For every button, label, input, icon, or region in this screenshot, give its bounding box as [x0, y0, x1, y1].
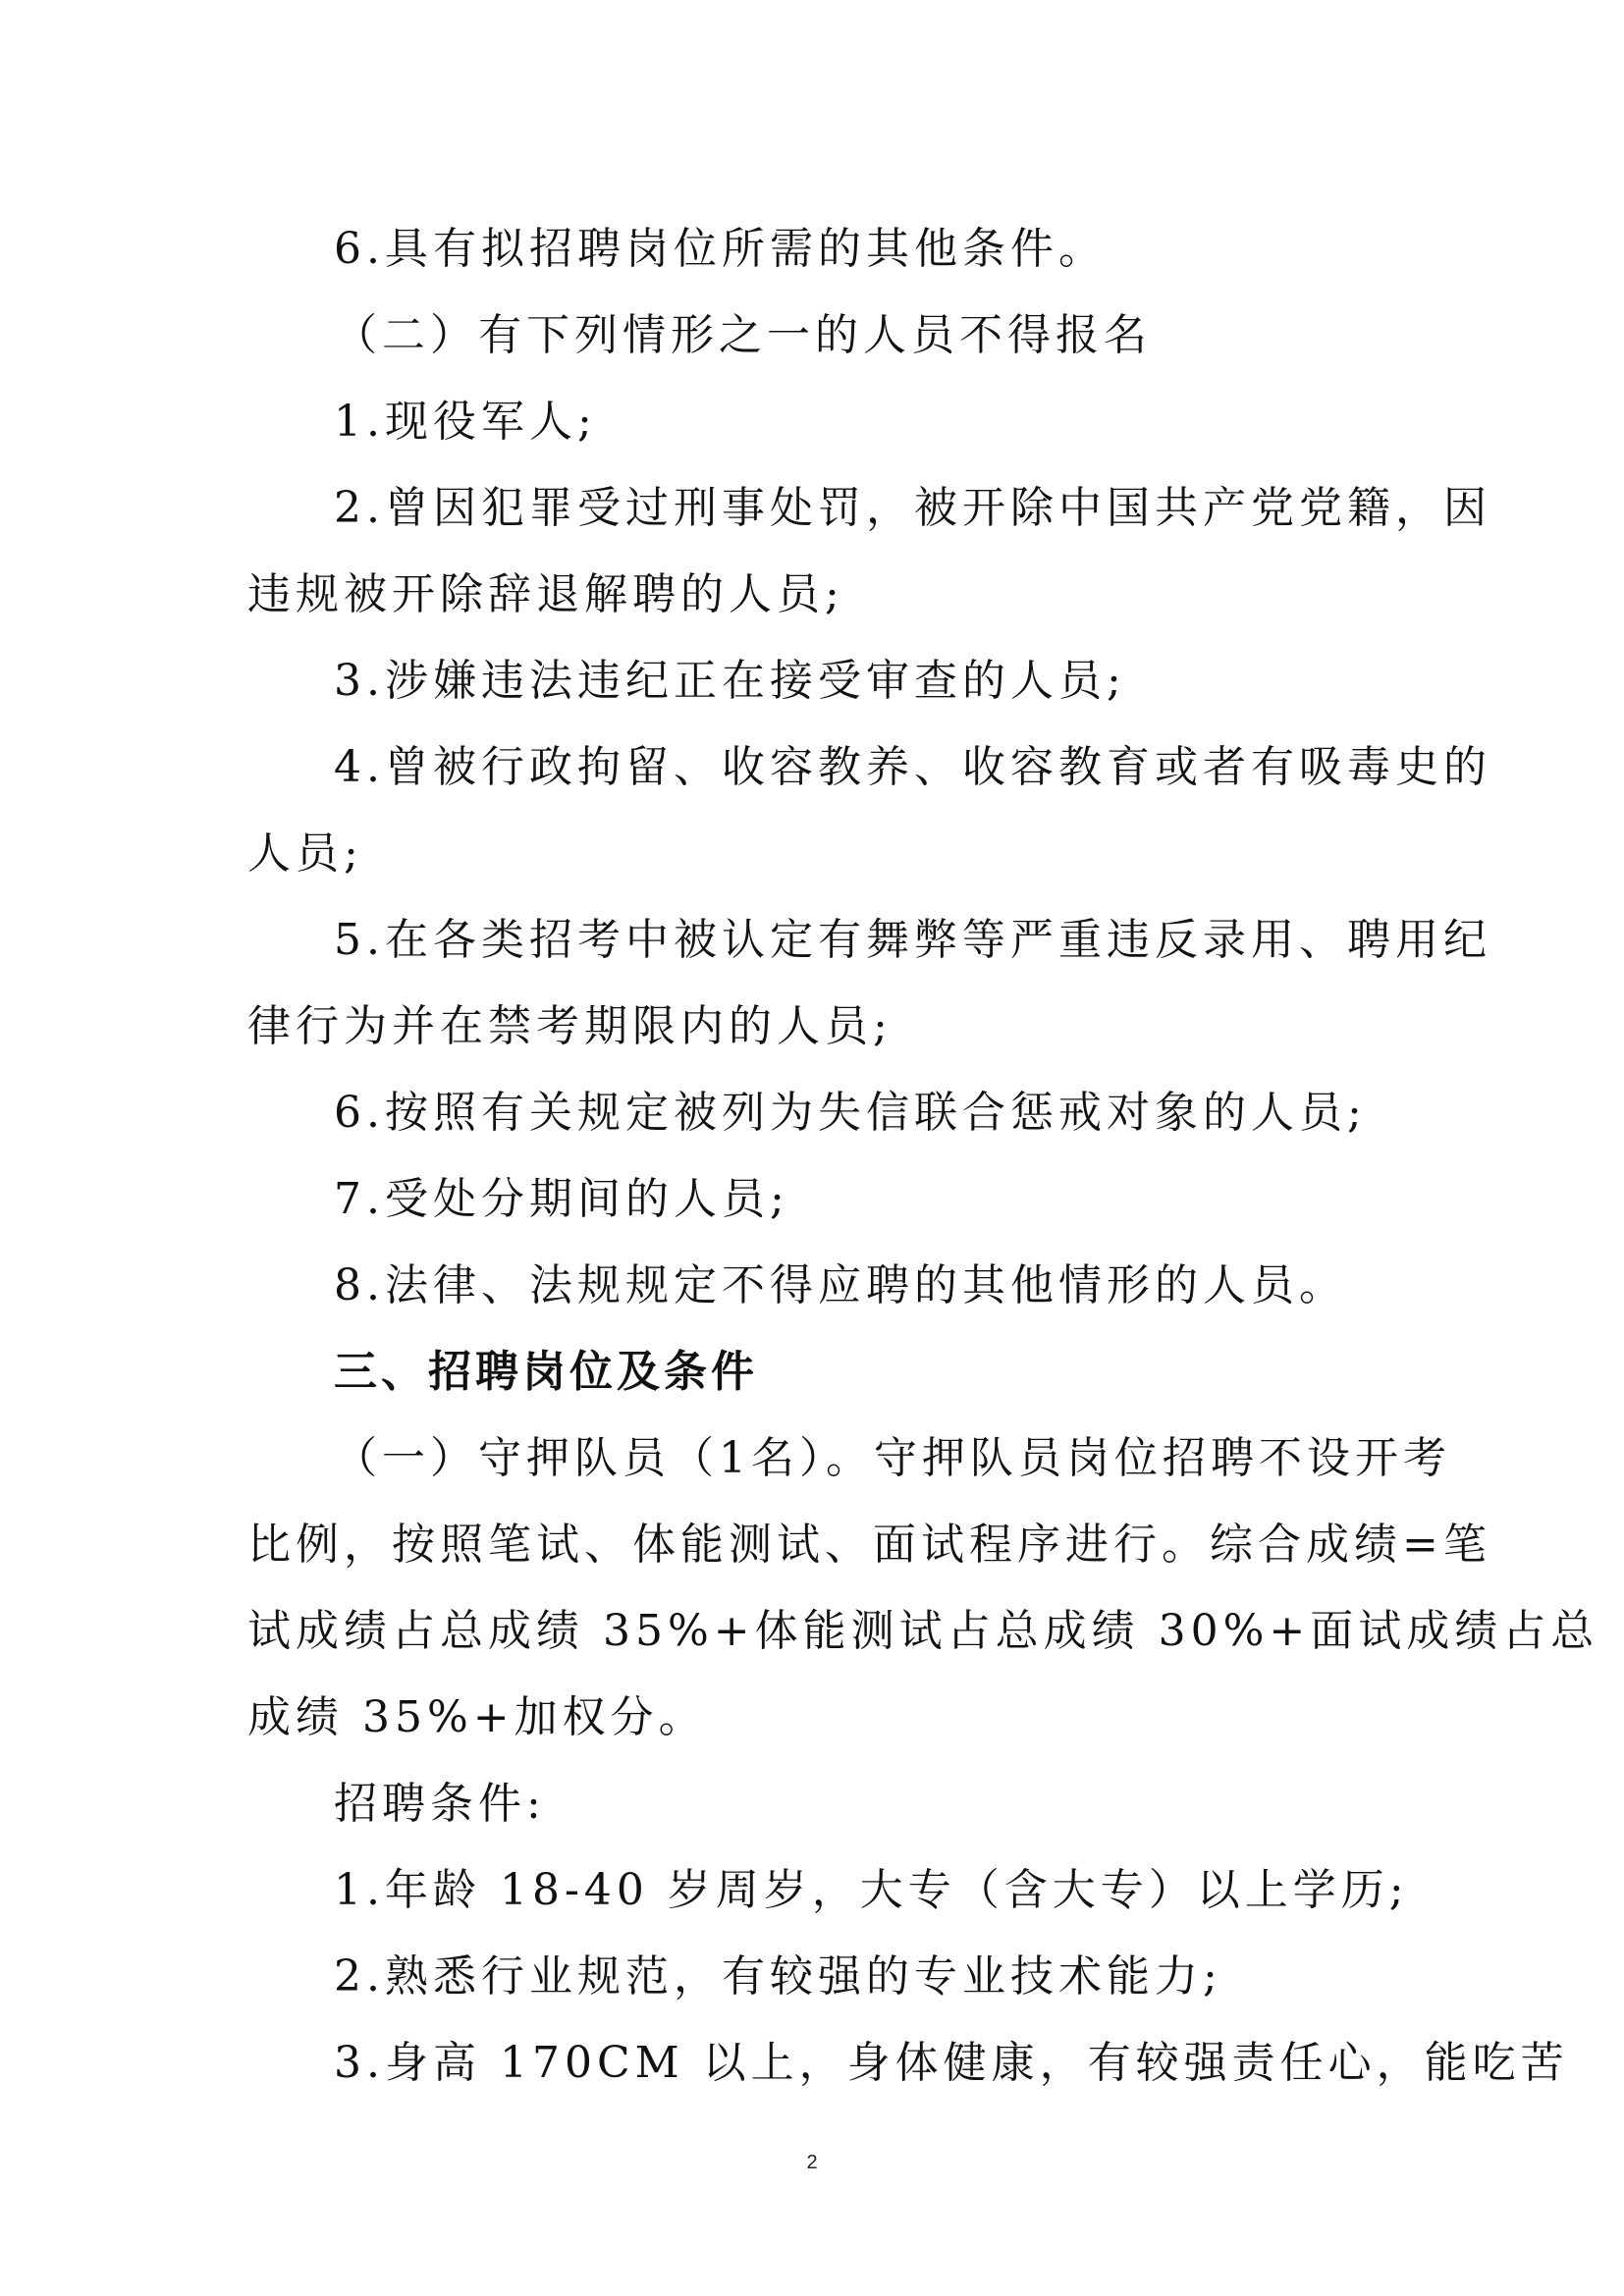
exclusion-item-8: 8.法律、法规规定不得应聘的其他情形的人员。 — [334, 1260, 1347, 1310]
requirements-label: 招聘条件: — [334, 1779, 546, 1829]
document-body — [247, 206, 1599, 2107]
requirement-item-2: 2.熟悉行业规范，有较强的专业技术能力; — [334, 1951, 1222, 2002]
subsection-heading-exclusions: （二）有下列情形之一的人员不得报名 — [334, 310, 1152, 360]
requirement-item-3: 3.身高 170CM 以上，身体健康，有较强责任心，能吃苦 — [334, 2038, 1569, 2088]
exclusion-item-2-line-1: 2.曾因犯罪受过刑事处罚，被开除中国共产党党籍，因 — [334, 483, 1491, 533]
section-heading-positions: 三、招聘岗位及条件 — [334, 1347, 758, 1397]
position-intro-line-2: 比例，按照笔试、体能测试、面试程序进行。综合成绩=笔 — [247, 1520, 1491, 1570]
position-intro-line-1: （一）守押队员（1名）。守押队员岗位招聘不设开考 — [334, 1433, 1451, 1483]
position-intro-line-4: 成绩 35%+加权分。 — [247, 1692, 707, 1742]
exclusion-item-4-line-2: 人员; — [247, 828, 363, 879]
exclusion-item-7: 7.受处分期间的人员; — [334, 1174, 789, 1224]
page-number: 2 — [806, 2152, 818, 2173]
exclusion-item-5-line-1: 5.在各类招考中被认定有舞弊等严重违反录用、聘用纪 — [334, 915, 1491, 965]
exclusion-item-1: 1.现役军人; — [334, 397, 597, 447]
exclusion-item-2-line-2: 违规被开除辞退解聘的人员; — [247, 569, 844, 619]
condition-item-6: 6.具有拟招聘岗位所需的其他条件。 — [334, 224, 1107, 274]
exclusion-item-4-line-1: 4.曾被行政拘留、收容教养、收容教育或者有吸毒史的 — [334, 742, 1491, 792]
exclusion-item-6: 6.按照有关规定被列为失信联合惩戒对象的人员; — [334, 1088, 1367, 1138]
exclusion-item-3: 3.涉嫌违法违纪正在接受审查的人员; — [334, 656, 1126, 706]
exclusion-item-5-line-2: 律行为并在禁考期限内的人员; — [247, 1001, 893, 1051]
position-intro-line-3: 试成绩占总成绩 35%+体能测试占总成绩 30%+面试成绩占总 — [247, 1606, 1599, 1656]
requirement-item-1: 1.年龄 18-40 岁周岁，大专（含大专）以上学历; — [334, 1865, 1409, 1915]
